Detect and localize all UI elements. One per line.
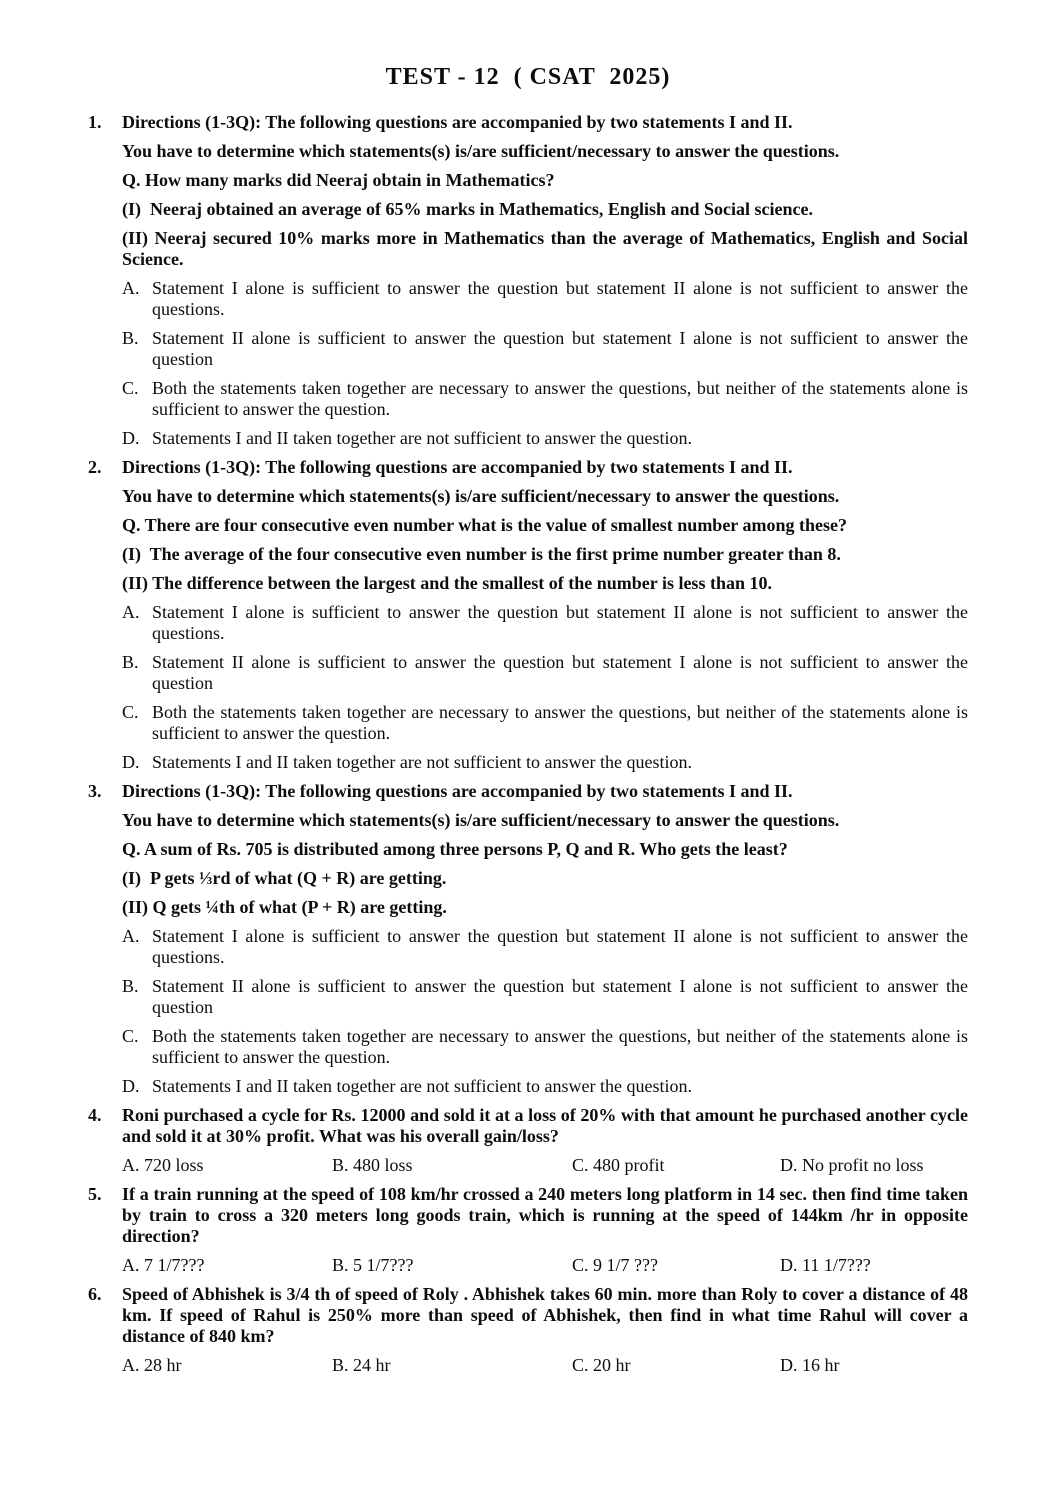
question-1-statement-2: (II) Neeraj secured 10% marks more in Mathematics than the average of Mathematics, English and Social Science.: [122, 228, 968, 269]
option-b-text: Statement II alone is sufficient to answer the question but statement I alone is not sufficient to answer the question: [152, 976, 968, 1017]
question-3-option-d: [122, 1076, 968, 1097]
option-d-text: 11 1/7???: [802, 1255, 871, 1275]
option-c-label: C.: [572, 1155, 589, 1175]
option-a-label: A.: [122, 1255, 140, 1275]
option-c-text: 9 1/7 ???: [593, 1255, 658, 1275]
question-6: [88, 1284, 968, 1384]
question-4: [88, 1105, 968, 1184]
question-1-option-d: [122, 428, 968, 449]
option-b-text: Statement II alone is sufficient to answer the question but statement I alone is not sufficient to answer the question: [152, 328, 968, 369]
question-5-options-row: [122, 1255, 968, 1276]
option-c-text: 480 profit: [593, 1155, 665, 1175]
question-2-number: 2.: [88, 457, 102, 477]
option-b-label: B.: [332, 1155, 349, 1175]
option-b-label: B.: [332, 1355, 349, 1375]
question-1-instruction: You have to determine which statements(s) is/are sufficient/necessary to answer the questions.: [122, 141, 840, 161]
question-2-option-a: [122, 602, 968, 644]
question-4-option-a: [122, 1155, 332, 1176]
option-d-text: Statements I and II taken together are not sufficient to answer the question.: [152, 1076, 692, 1096]
question-1-statement-1: (I) Neeraj obtained an average of 65% marks in Mathematics, English and Social science.: [122, 199, 813, 219]
option-c-label: C.: [122, 1026, 139, 1046]
question-2-body: [122, 457, 968, 781]
question-3-instruction: You have to determine which statements(s) is/are sufficient/necessary to answer the questions.: [122, 810, 840, 830]
option-d-label: D.: [780, 1355, 798, 1375]
option-d-label: D.: [780, 1155, 798, 1175]
option-a-label: A.: [122, 278, 140, 298]
option-b-text: Statement II alone is sufficient to answer the question but statement I alone is not sufficient to answer the question: [152, 652, 968, 693]
question-1-option-b: [122, 328, 968, 370]
question-2-option-d: [122, 752, 968, 773]
option-a-text: 28 hr: [144, 1355, 182, 1375]
option-d-text: 16 hr: [802, 1355, 840, 1375]
question-2-instruction: You have to determine which statements(s) is/are sufficient/necessary to answer the questions.: [122, 486, 840, 506]
question-2-statement-2: (II) The difference between the largest and the smallest of the number is less than 10.: [122, 573, 772, 593]
option-c-text: Both the statements taken together are necessary to answer the questions, but neither of the statements alone is sufficient to answer the question.: [152, 378, 968, 419]
question-6-text: Speed of Abhishek is 3/4 th of speed of Roly . Abhishek takes 60 min. more than Roly to cover a distance of 48 km. If speed of Rahul is 250% more than speed of Abhishek, then find in what time Rahul will cover a distance of 840 km?: [122, 1284, 968, 1346]
question-4-body: [122, 1105, 968, 1184]
question-5-option-b: [332, 1255, 572, 1276]
question-2-text: Q. There are four consecutive even number what is the value of smallest number among these?: [122, 515, 847, 535]
option-a-label: A.: [122, 926, 140, 946]
option-b-label: B.: [332, 1255, 349, 1275]
option-c-text: Both the statements taken together are necessary to answer the questions, but neither of the statements alone is sufficient to answer the question.: [152, 1026, 968, 1067]
option-b-text: 24 hr: [353, 1355, 391, 1375]
option-a-label: A.: [122, 602, 140, 622]
question-3-statement-1: (I) P gets ⅓rd of what (Q + R) are getting.: [122, 868, 447, 888]
option-b-label: B.: [122, 976, 139, 996]
question-1-body: [122, 112, 968, 457]
question-4-option-d: [780, 1155, 968, 1176]
question-6-number: 6.: [88, 1284, 102, 1304]
question-1-text: Q. How many marks did Neeraj obtain in Mathematics?: [122, 170, 555, 190]
question-2-option-b: [122, 652, 968, 694]
option-a-text: Statement I alone is sufficient to answer the question but statement II alone is not sufficient to answer the questions.: [152, 278, 968, 319]
option-c-label: C.: [122, 378, 139, 398]
option-c-text: Both the statements taken together are necessary to answer the questions, but neither of the statements alone is sufficient to answer the question.: [152, 702, 968, 743]
option-a-text: Statement I alone is sufficient to answer the question but statement II alone is not sufficient to answer the questions.: [152, 926, 968, 967]
question-3-option-c: [122, 1026, 968, 1068]
question-1-option-a: [122, 278, 968, 320]
option-c-label: C.: [122, 702, 139, 722]
question-3-body: [122, 781, 968, 1105]
question-3-option-a: [122, 926, 968, 968]
question-1: [88, 112, 968, 457]
option-b-text: 5 1/7???: [353, 1255, 414, 1275]
question-3: [88, 781, 968, 1105]
page-title: TEST - 12 ( CSAT 2025): [385, 64, 671, 90]
question-6-options-row: [122, 1355, 968, 1376]
option-d-label: D.: [122, 752, 140, 772]
option-a-label: A.: [122, 1155, 140, 1175]
question-2-statement-1: (I) The average of the four consecutive even number is the first prime number greater than 8.: [122, 544, 841, 564]
question-1-number: 1.: [88, 112, 102, 132]
question-6-option-b: [332, 1355, 572, 1376]
question-4-options-row: [122, 1155, 968, 1176]
question-4-number: 4.: [88, 1105, 102, 1125]
option-c-text: 20 hr: [593, 1355, 631, 1375]
option-a-label: A.: [122, 1355, 140, 1375]
question-2-option-c: [122, 702, 968, 744]
question-6-option-a: [122, 1355, 332, 1376]
question-3-option-b: [122, 976, 968, 1018]
option-d-text: No profit no loss: [802, 1155, 924, 1175]
option-b-label: B.: [122, 652, 139, 672]
option-a-text: Statement I alone is sufficient to answer the question but statement II alone is not sufficient to answer the questions.: [152, 602, 968, 643]
option-a-text: 720 loss: [144, 1155, 204, 1175]
question-5-option-c: [572, 1255, 780, 1276]
question-6-option-d: [780, 1355, 968, 1376]
question-3-statement-2: (II) Q gets ¼th of what (P + R) are getting.: [122, 897, 447, 917]
option-b-label: B.: [122, 328, 139, 348]
option-d-label: D.: [780, 1255, 798, 1275]
option-c-label: C.: [572, 1355, 589, 1375]
question-1-option-c: [122, 378, 968, 420]
question-4-text: Roni purchased a cycle for Rs. 12000 and sold it at a loss of 20% with that amount he purchased another cycle and sold it at 30% profit. What was his overall gain/loss?: [122, 1105, 968, 1146]
question-1-directions: Directions (1-3Q): The following questions are accompanied by two statements I and II.: [122, 112, 793, 132]
question-4-option-c: [572, 1155, 780, 1176]
option-b-text: 480 loss: [353, 1155, 413, 1175]
question-3-number: 3.: [88, 781, 102, 801]
option-d-text: Statements I and II taken together are not sufficient to answer the question.: [152, 428, 692, 448]
question-2: [88, 457, 968, 781]
question-2-directions: Directions (1-3Q): The following questions are accompanied by two statements I and II.: [122, 457, 793, 477]
question-5-number: 5.: [88, 1184, 102, 1204]
question-3-directions: Directions (1-3Q): The following questions are accompanied by two statements I and II.: [122, 781, 793, 801]
option-c-label: C.: [572, 1255, 589, 1275]
question-5: [88, 1184, 968, 1284]
option-d-label: D.: [122, 428, 140, 448]
option-a-text: 7 1/7???: [144, 1255, 205, 1275]
question-5-body: [122, 1184, 968, 1284]
question-3-text: Q. A sum of Rs. 705 is distributed among three persons P, Q and R. Who gets the least?: [122, 839, 788, 859]
question-6-body: [122, 1284, 968, 1384]
option-d-label: D.: [122, 1076, 140, 1096]
option-d-text: Statements I and II taken together are not sufficient to answer the question.: [152, 752, 692, 772]
question-5-text: If a train running at the speed of 108 km/hr crossed a 240 meters long platform in 14 sec. then find time taken by train to cross a 320 meters long goods train, which is running at the speed of 144km /hr in opposite direction?: [122, 1184, 968, 1246]
question-5-option-d: [780, 1255, 968, 1276]
question-5-option-a: [122, 1255, 332, 1276]
question-4-option-b: [332, 1155, 572, 1176]
question-6-option-c: [572, 1355, 780, 1376]
